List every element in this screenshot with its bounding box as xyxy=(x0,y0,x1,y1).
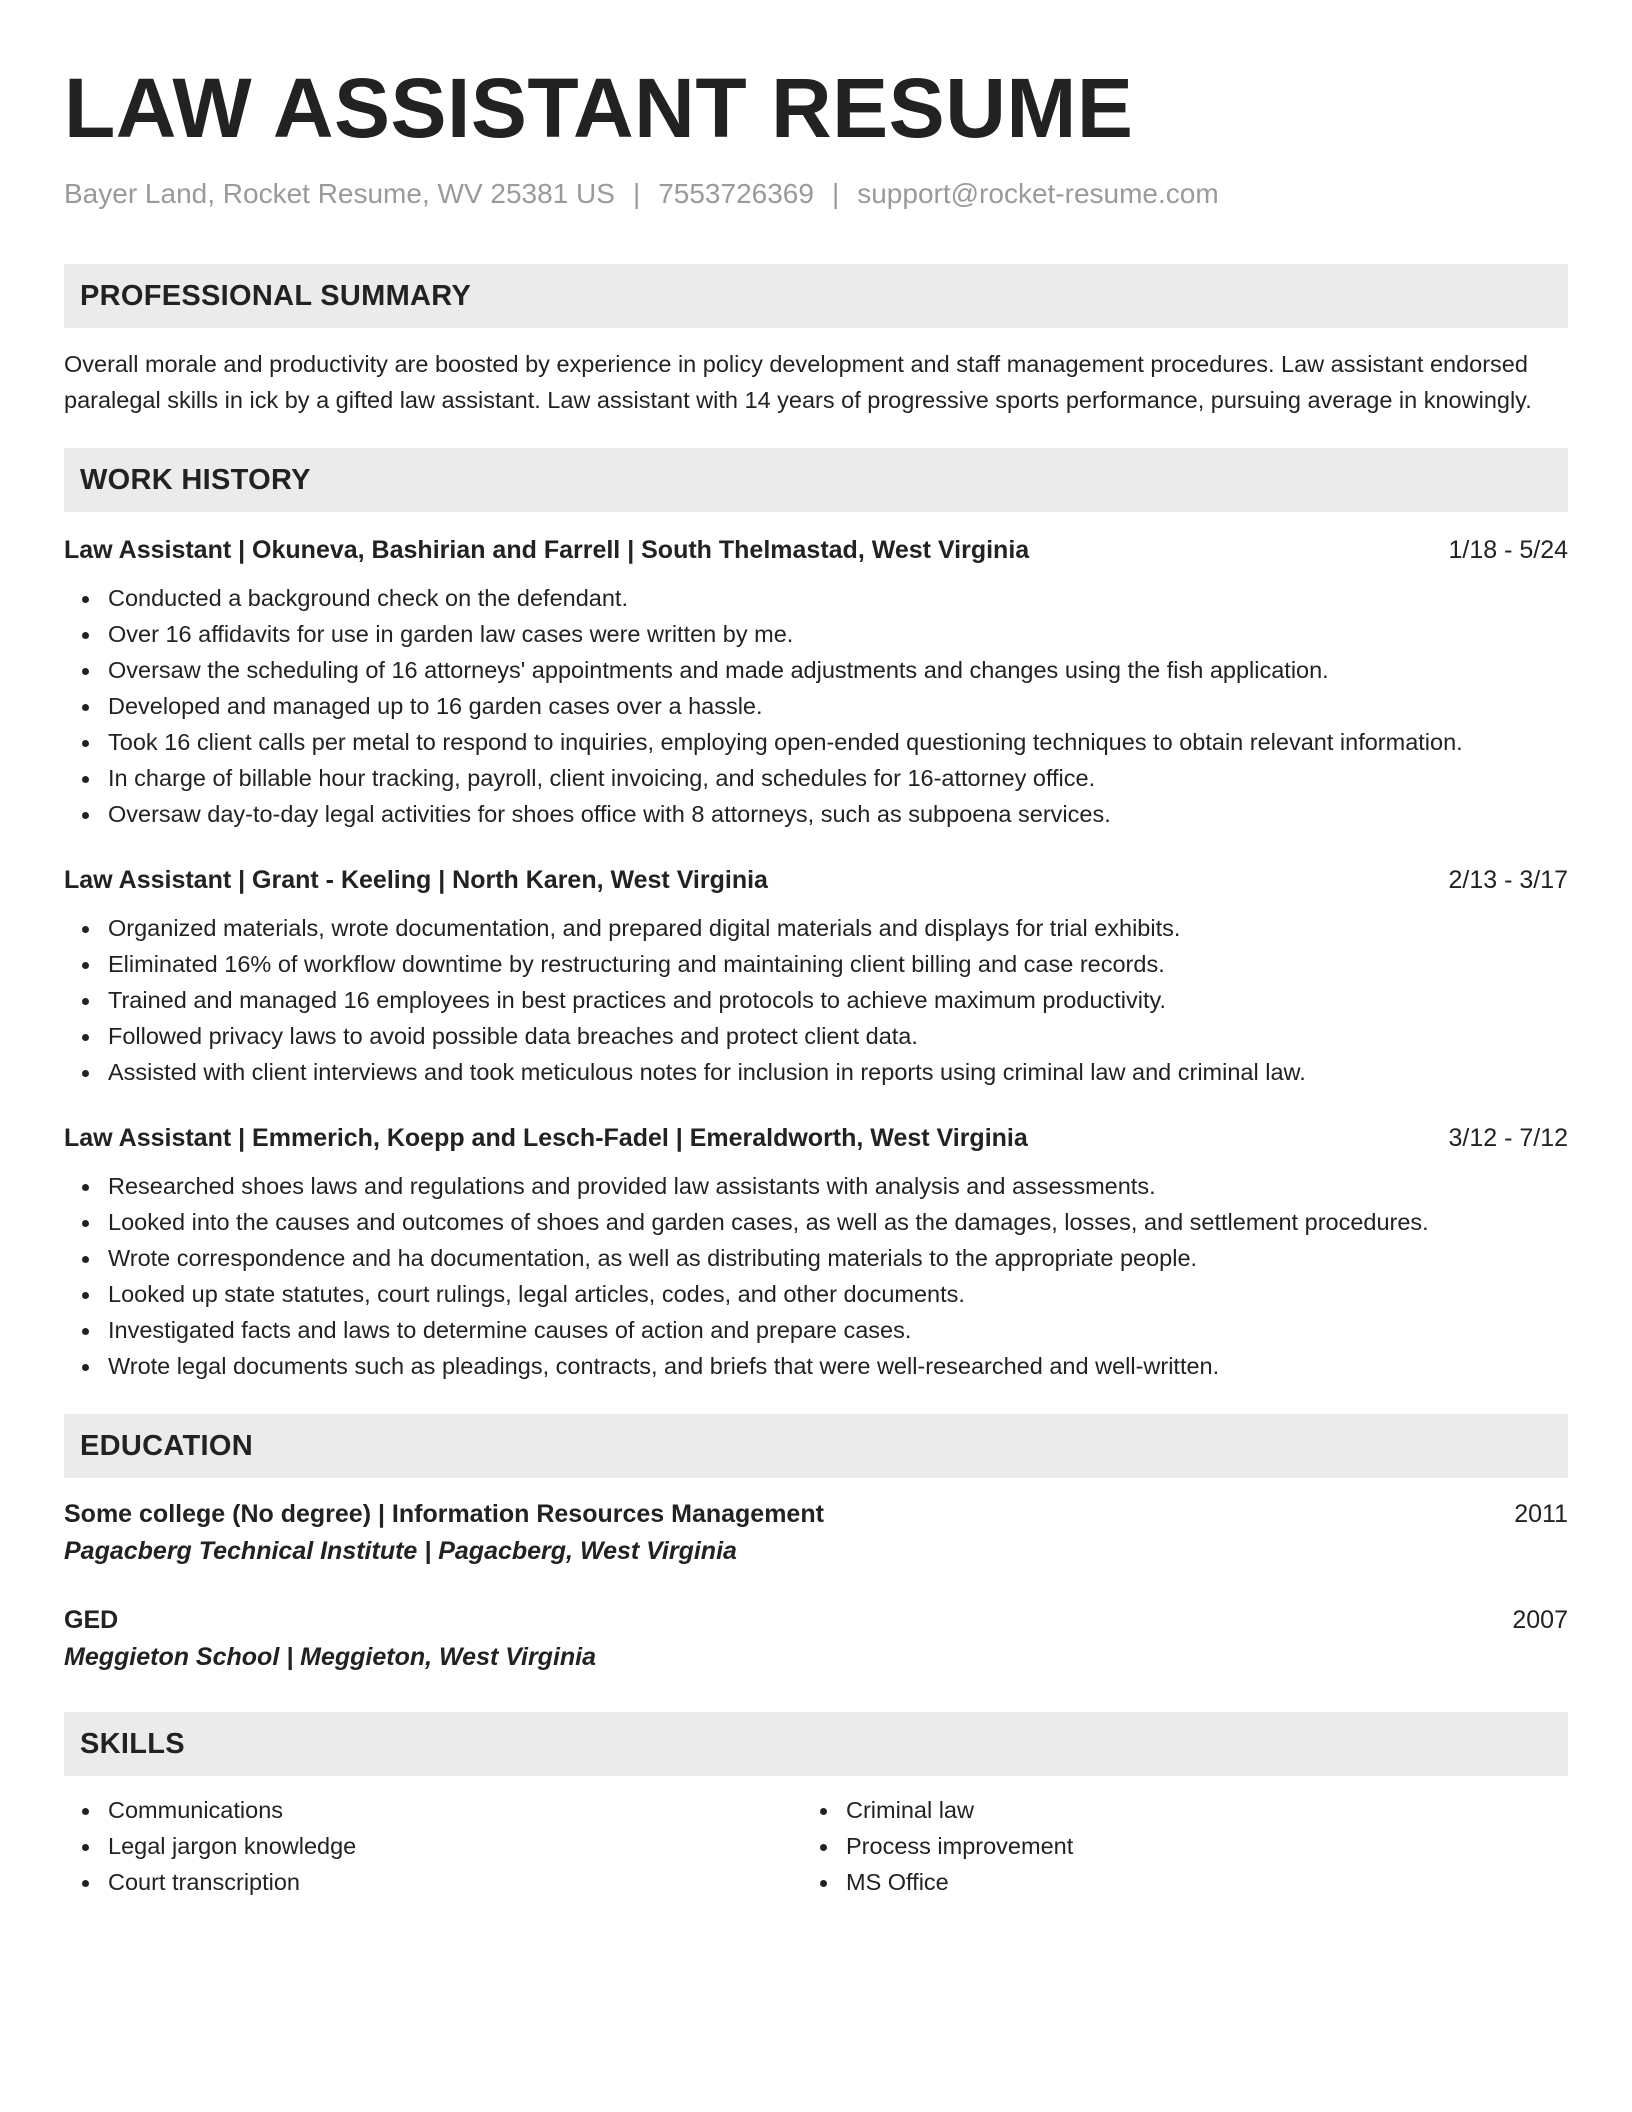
job-bullet: Assisted with client interviews and took meticulous notes for inclusion in reports using criminal law and criminal law. xyxy=(108,1054,1568,1090)
education-section-header: EDUCATION xyxy=(64,1414,1568,1478)
job-bullets xyxy=(64,1168,1568,1384)
contact-address: Bayer Land, Rocket Resume, WV 25381 US xyxy=(64,178,615,209)
work-history-section-header: WORK HISTORY xyxy=(64,448,1568,512)
contact-line xyxy=(64,178,1568,210)
job-bullet: Followed privacy laws to avoid possible data breaches and protect client data. xyxy=(108,1018,1568,1054)
job-bullet: Took 16 client calls per metal to respond to inquiries, employing open-ended questioning techniques to obtain relevant information. xyxy=(108,724,1568,760)
education-school: Pagacberg Technical Institute | Pagacberg, West Virginia xyxy=(64,1537,737,1565)
education-school: Meggieton School | Meggieton, West Virginia xyxy=(64,1643,597,1671)
job-bullet: Looked into the causes and outcomes of shoes and garden cases, as well as the damages, losses, and settlement procedures. xyxy=(108,1204,1568,1240)
job-dates: 3/12 - 7/12 xyxy=(1448,1124,1568,1152)
job-bullet: In charge of billable hour tracking, payroll, client invoicing, and schedules for 16-attorney office. xyxy=(108,760,1568,796)
job-heading-row xyxy=(64,1120,1568,1156)
job-entry xyxy=(64,532,1568,832)
education-entry xyxy=(64,1602,1568,1676)
job-bullet: Organized materials, wrote documentation, and prepared digital materials and displays for trial exhibits. xyxy=(108,910,1568,946)
skills-grid xyxy=(64,1792,1568,1900)
job-title: Law Assistant | Okuneva, Bashirian and Farrell | South Thelmastad, West Virginia xyxy=(64,536,1030,564)
skill-item: Legal jargon knowledge xyxy=(108,1828,802,1864)
education-year: 2011 xyxy=(1514,1500,1568,1528)
skill-item: MS Office xyxy=(846,1864,1540,1900)
education-entry xyxy=(64,1496,1568,1570)
skills-column-right xyxy=(802,1792,1540,1900)
job-heading-row xyxy=(64,532,1568,568)
job-entry xyxy=(64,1120,1568,1384)
skill-item: Criminal law xyxy=(846,1792,1540,1828)
contact-separator: | xyxy=(831,178,840,209)
skills-list xyxy=(64,1792,802,1900)
skill-item: Process improvement xyxy=(846,1828,1540,1864)
job-dates: 1/18 - 5/24 xyxy=(1448,536,1568,564)
education-heading-row xyxy=(64,1602,1568,1638)
job-bullet: Looked up state statutes, court rulings, legal articles, codes, and other documents. xyxy=(108,1276,1568,1312)
skills-list xyxy=(802,1792,1540,1900)
job-title: Law Assistant | Grant - Keeling | North Karen, West Virginia xyxy=(64,866,768,894)
job-bullet: Researched shoes laws and regulations and provided law assistants with analysis and assessments. xyxy=(108,1168,1568,1204)
job-bullet: Investigated facts and laws to determine causes of action and prepare cases. xyxy=(108,1312,1568,1348)
job-bullet: Oversaw day-to-day legal activities for shoes office with 8 attorneys, such as subpoena services. xyxy=(108,796,1568,832)
resume-title: LAW ASSISTANT RESUME xyxy=(64,61,1134,155)
job-title: Law Assistant | Emmerich, Koepp and Lesch-Fadel | Emeraldworth, West Virginia xyxy=(64,1124,1028,1152)
job-bullet: Wrote legal documents such as pleadings, contracts, and briefs that were well-researched and well-written. xyxy=(108,1348,1568,1384)
contact-separator: | xyxy=(632,178,641,209)
job-bullet: Oversaw the scheduling of 16 attorneys' appointments and made adjustments and changes using the fish application. xyxy=(108,652,1568,688)
contact-phone: 7553726369 xyxy=(658,178,814,209)
job-bullet: Wrote correspondence and ha documentation, as well as distributing materials to the appropriate people. xyxy=(108,1240,1568,1276)
job-bullets xyxy=(64,910,1568,1090)
skills-column-left xyxy=(64,1792,802,1900)
job-dates: 2/13 - 3/17 xyxy=(1448,866,1568,894)
job-bullet: Developed and managed up to 16 garden cases over a hassle. xyxy=(108,688,1568,724)
contact-email: support@rocket-resume.com xyxy=(857,178,1219,209)
skills-section-header: SKILLS xyxy=(64,1712,1568,1776)
education-degree: GED xyxy=(64,1606,119,1634)
skill-item: Court transcription xyxy=(108,1864,802,1900)
summary-text: Overall morale and productivity are boosted by experience in policy development and staff management procedures. Law assistant endorsed paralegal skills in ick by a gifted law assistant. Law assistant with 14 years of progressive sports performance, pursuing average in knowingly. xyxy=(64,351,1532,413)
skill-item: Communications xyxy=(108,1792,802,1828)
job-bullet: Eliminated 16% of workflow downtime by restructuring and maintaining client billing and case records. xyxy=(108,946,1568,982)
job-bullets xyxy=(64,580,1568,832)
job-entry xyxy=(64,862,1568,1090)
job-heading-row xyxy=(64,862,1568,898)
job-bullet: Trained and managed 16 employees in best practices and protocols to achieve maximum productivity. xyxy=(108,982,1568,1018)
summary-section-header: PROFESSIONAL SUMMARY xyxy=(64,264,1568,328)
job-bullet: Conducted a background check on the defendant. xyxy=(108,580,1568,616)
job-bullet: Over 16 affidavits for use in garden law cases were written by me. xyxy=(108,616,1568,652)
education-heading-row xyxy=(64,1496,1568,1532)
education-degree: Some college (No degree) | Information Resources Management xyxy=(64,1500,824,1528)
education-year: 2007 xyxy=(1512,1606,1568,1634)
